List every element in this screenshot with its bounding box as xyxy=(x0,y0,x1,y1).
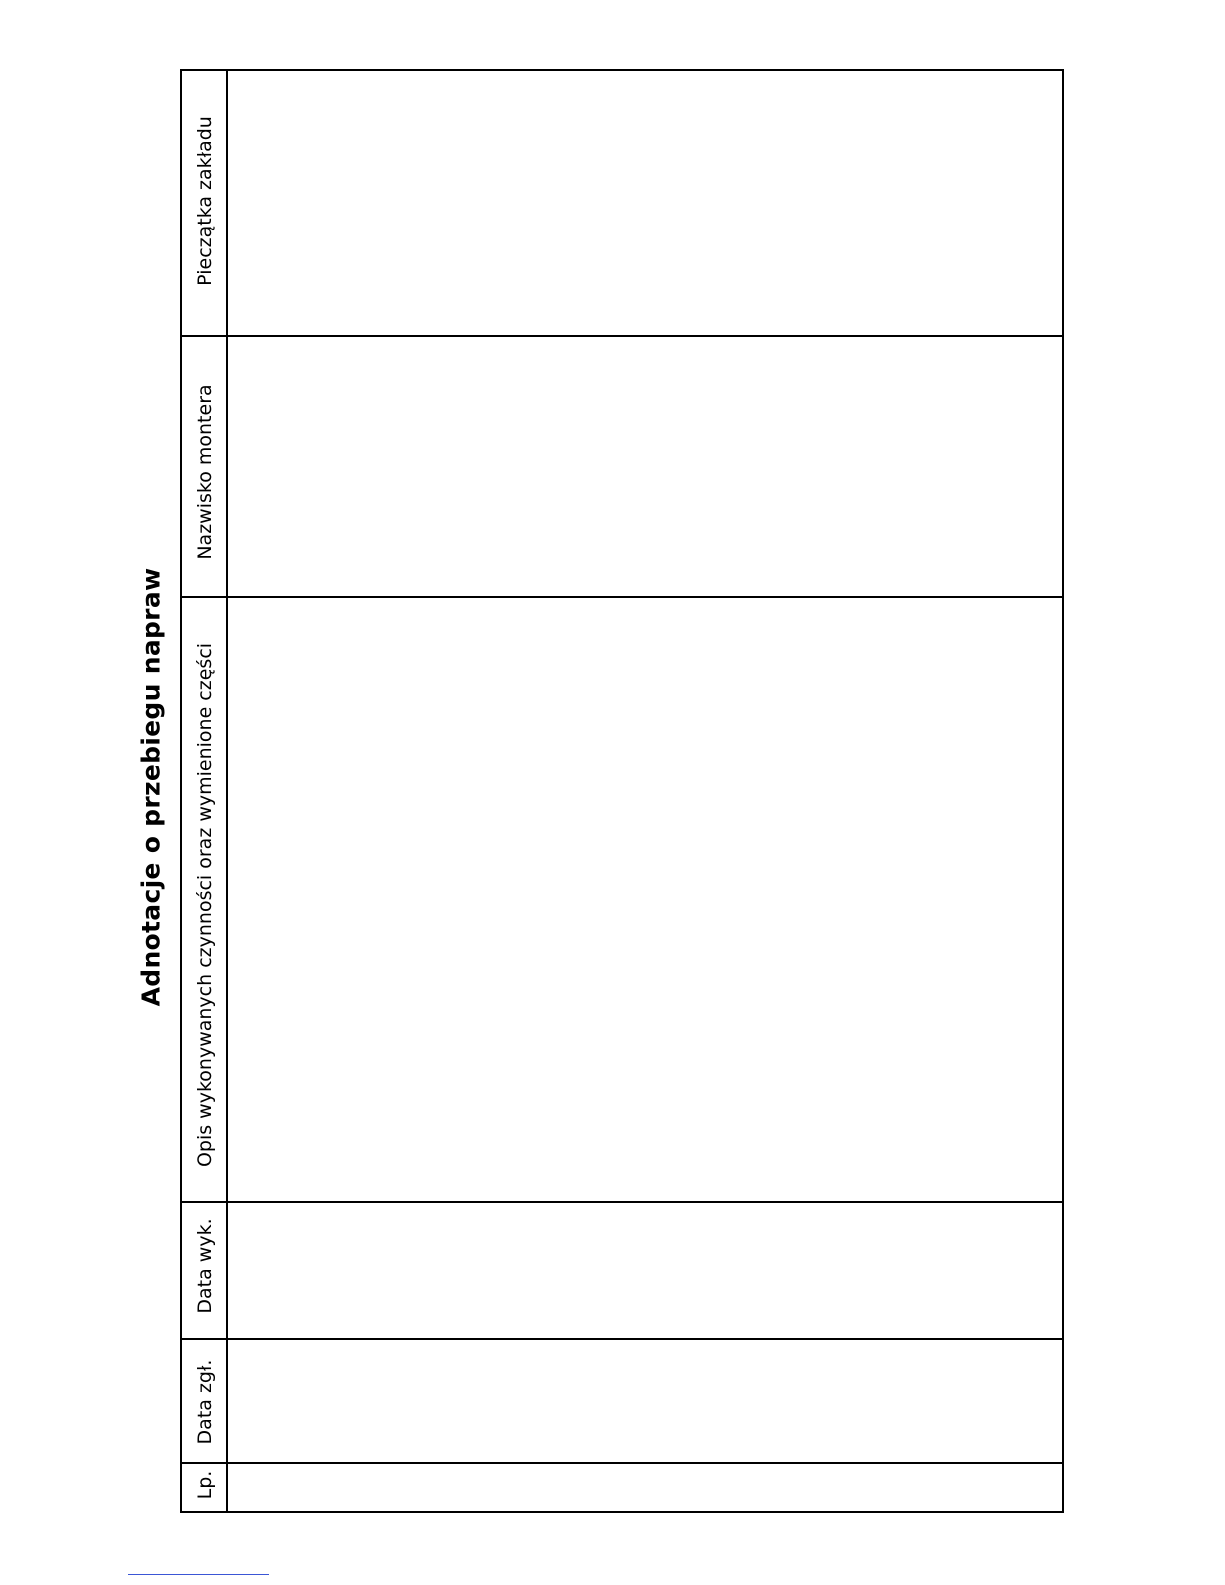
repairs-table xyxy=(180,69,1064,1513)
row-divider xyxy=(182,1201,1062,1203)
footer-link-underline[interactable] xyxy=(128,1574,269,1575)
header-description: Opis wykonywanych czynności oraz wymienione części xyxy=(194,642,216,1168)
header-date-done: Data wyk. xyxy=(194,1218,216,1314)
row-divider xyxy=(182,1462,1062,1464)
header-date-reported: Data zgł. xyxy=(194,1359,216,1445)
header-fitter-name: Nazwisko montera xyxy=(194,384,216,560)
row-divider xyxy=(182,335,1062,337)
page-title: Adnotacje o przebiegu napraw xyxy=(136,567,166,1007)
header-stamp: Pieczątka zakładu xyxy=(194,116,216,286)
header-number: Lp. xyxy=(194,1470,216,1500)
row-divider xyxy=(182,596,1062,598)
row-divider xyxy=(182,1338,1062,1340)
